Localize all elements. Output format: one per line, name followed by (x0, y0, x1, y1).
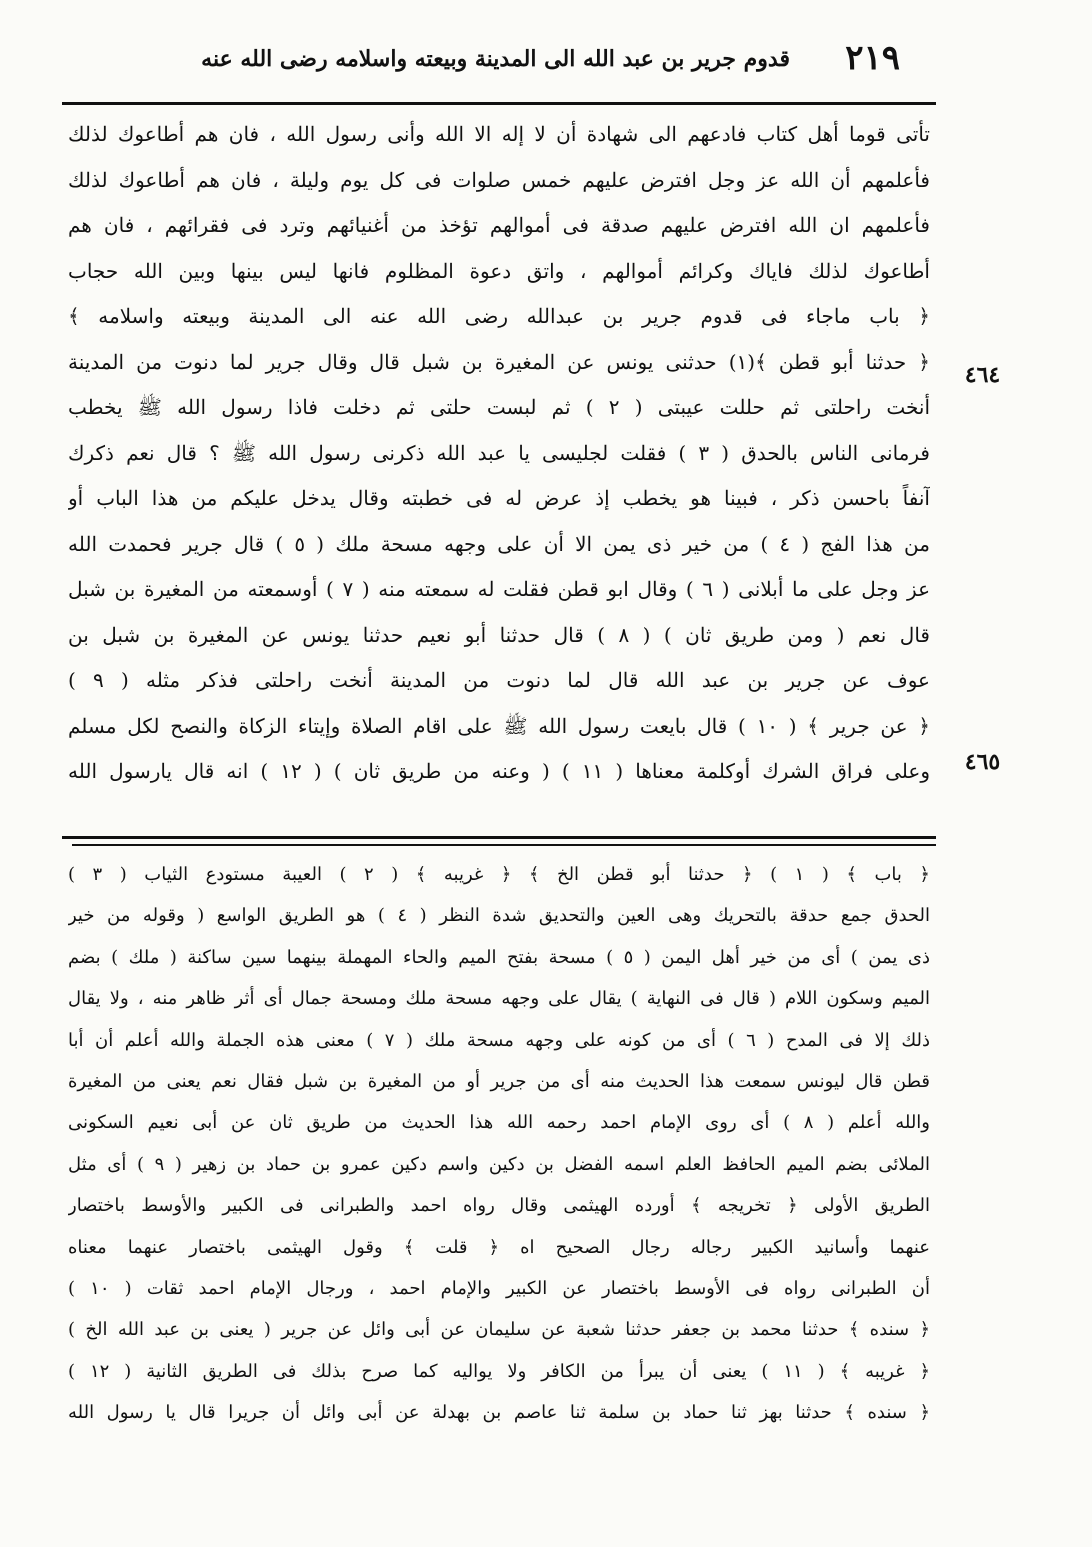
text-line: فرمانى الناس بالحدق ( ٣ ) فقلت لجليسى يا عبد الله ذكرنى رسول الله ﷺ ؟ قال نعم ذكرك (68, 440, 930, 465)
text-line: عز وجل على ما أبلانى ( ٦ ) وقال ابو قطن فقلت له سمعته منه ( ٧ ) أوسمعته من المغيرة بن شبل (68, 577, 930, 601)
text-line: تأتى قوما أهل كتاب فادعهم الى شهادة أن لا إله الا الله وأنى رسول الله ، فان هم أطاعوك لذلك (68, 122, 930, 146)
text-line: قال نعم ( ومن طريق ثان ) ( ٨ ) قال حدثنا أبو نعيم حدثنا يونس عن المغيرة بن شبل بن (68, 622, 930, 647)
text-line: فأعلمهم أن الله عز وجل افترض عليهم خمس صلوات فى كل يوم وليلة ، فان هم أطاعوك لذلك (68, 167, 930, 192)
footnote-line: الطريق الأولى ﴿ تخريجه ﴾ أورده الهيثمى وقال رواه احمد والطبرانى فى الكبير والأوسط باختصار (68, 1195, 930, 1217)
footnote-line: الميم وسكون اللام ( قال فى النهاية ) يقال على وجهه مسحة ملك ومسحة جمال أى أثر ظاهر منه ، ولا يقال (68, 988, 930, 1010)
footnote-line: أن الطبرانى رواه فى الأوسط باختصار عن الكبير والإمام احمد ، ورجال الإمام احمد ثقات ( ١٠ ) (68, 1277, 930, 1299)
footnote-line: ﴿ سنده ﴾ حدثنا محمد بن جعفر حدثنا شعبة عن سليمان عن أبى وائل عن جرير ( يعنى بن عبد الله الخ ) (68, 1319, 930, 1341)
footnote-line: ذى يمن ) أى من خير أهل اليمن ( ٥ ) مسحة بفتح الميم والحاء المهملة بينهما سين ساكنة ( ملك ) بضم (68, 946, 930, 968)
page-number: ٢١٩ (845, 38, 900, 78)
footnote-line: قطن قال ليونس سمعت هذا الحديث منه أى من جرير أو من المغيرة بن شبل فقال نعم يعنى من المغيرة (68, 1070, 930, 1092)
page-header (200, 38, 900, 88)
footnote-line: الملائى بضم الميم الحافظ العلم اسمه الفضل بن دكين واسم دكين عمرو بن حماد بن زهير ( ٩ ) أى مثل (68, 1153, 930, 1175)
footnote-line: والله أعلم ( ٨ ) أى روى الإمام احمد رحمه الله هذا الحديث من طريق ثان عن أبى نعيم السكونى (68, 1112, 930, 1134)
header-rule (62, 102, 936, 105)
text-line: وعلى فراق الشرك أوكلمة معناها ( ١١ ) ( وعنه من طريق ثان ) ( ١٢ ) انه قال يارسول الله (68, 759, 930, 783)
footnote-line: عنهما وأسانيد الكبير رجاله رجال الصحيح اه ﴿ قلت ﴾ وقول الهيثمى باختصار عنهما معناه (68, 1236, 930, 1258)
text-line: أطاعوك لذلك فاياك وكرائم أموالهم ، واتق دعوة المظلوم فانها ليس بينها وبين الله حجاب (68, 258, 930, 283)
text-line: ﴿ حدثنا أبو قطن ﴾(١) حدثنى يونس عن المغيرة بن شبل قال وقال جرير لما دنوت من المدينة (68, 349, 930, 374)
text-line: أنخت راحلتى ثم حللت عيبتى ( ٢ ) ثم لبست حلتى ثم دخلت فاذا رسول الله ﷺ يخطب (68, 395, 930, 419)
footnote-line: ﴿ غريبه ﴾ ( ١١ ) يعنى أن يبرأ من الكافر ولا يواليه كما صرح بذلك فى الطريق الثانية ( ١٢ ) (68, 1360, 930, 1382)
main-text (68, 112, 930, 795)
running-title: قدوم جرير بن عبد الله الى المدينة وبيعته واسلامه رضى الله عنه (201, 46, 790, 72)
footnote-line: الحدق جمع حدقة بالتحريك وهى العين والتحديق شدة النظر ( ٤ ) هو الطريق الواسع ( وقوله من خير (68, 905, 930, 927)
footnote-line: ذلك إلا فى المدح ( ٦ ) أى من كونه على وجهه مسحة ملك ( ٧ ) معنى هذه الجملة والله أعلم أن أبا (68, 1029, 930, 1051)
hadith-number: ٤٦٥ (964, 749, 1001, 775)
chapter-heading: ﴿ باب ماجاء فى قدوم جرير بن عبدالله رضى الله عنه الى المدينة وبيعته واسلامه ﴾ (68, 304, 930, 328)
hadith-number: ٤٦٤ (964, 362, 1001, 388)
text-line: عوف عن جرير بن عبد الله قال لما دنوت من المدينة أنخت راحلتى فذكر مثله ( ٩ ) (68, 668, 930, 692)
footnote-line: ﴿ باب ﴾ ( ١ ) ﴿ حدثنا أبو قطن الخ ﴾ ﴿ غريبه ﴾ ( ٢ ) العيبة مستودع الثياب ( ٣ ) (68, 864, 930, 885)
text-line: آنفاً باحسن ذكر ، فبينا هو يخطب إذ عرض له فى خطبته وقال يدخل عليكم من هذا الباب أو (68, 486, 930, 510)
footnote-separator (62, 836, 936, 839)
footnote-line: ﴿ سنده ﴾ حدثنا بهز ثنا حماد بن سلمة ثنا عاصم بن بهدلة عن أبى وائل أن جريرا قال يا رسول الله (68, 1402, 930, 1424)
text-line: من هذا الفج ( ٤ ) من خير ذى يمن الا أن على وجهه مسحة ملك ( ٥ ) قال جرير فحمدت الله (68, 531, 930, 556)
footnotes (68, 854, 930, 1433)
text-line: فأعلمهم ان الله افترض عليهم صدقة فى أموالهم تؤخذ من أغنيائهم وترد فى فقرائهم ، فان هم (68, 213, 930, 237)
footnote-separator-inner (72, 844, 936, 846)
text-line: ﴿ عن جرير ﴾ ( ١٠ ) قال بايعت رسول الله ﷺ على اقام الصلاة وإيتاء الزكاة والنصح لكل مسلم (68, 713, 930, 738)
